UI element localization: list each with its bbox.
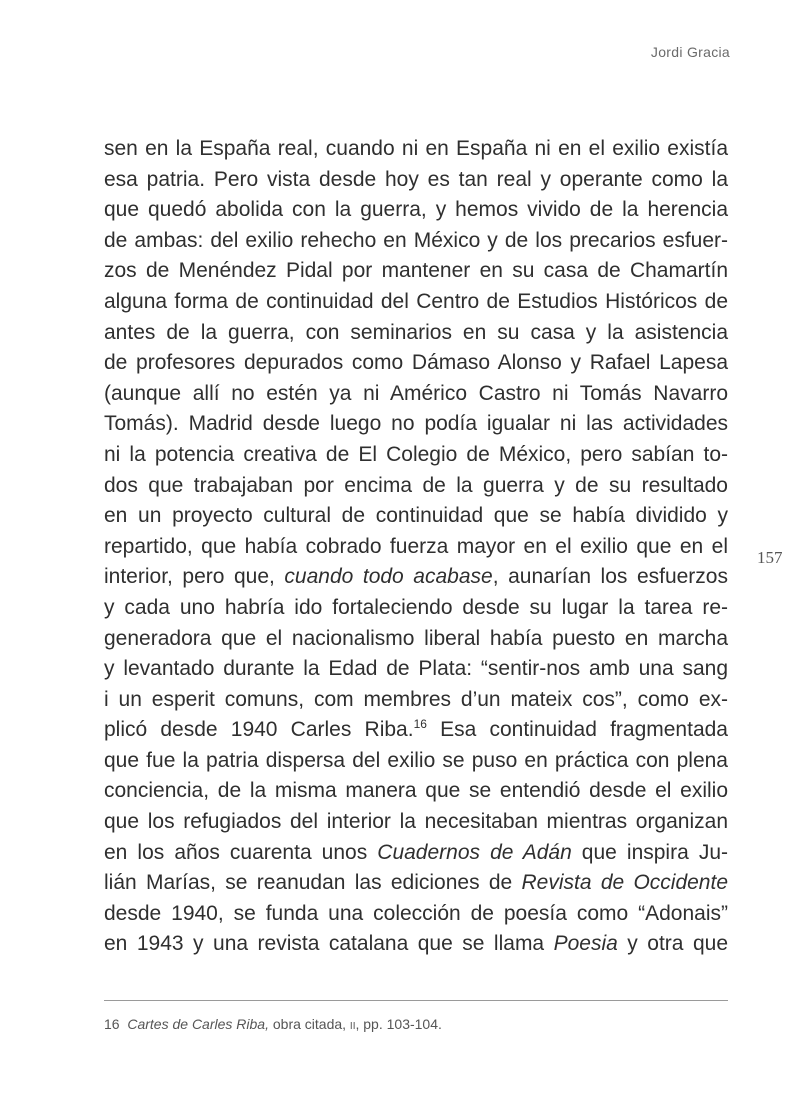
- text-line: antes de la guerra, con seminarios en su casa y la asistencia: [104, 320, 728, 344]
- text-line: sen en la España real, cuando ni en España ni en el exilio existía: [104, 137, 728, 160]
- text-line: [104, 929, 728, 960]
- text-line: ni la potencia creativa de El Colegio de México, pero sabían to-: [104, 442, 728, 466]
- footnote-text: , pp. 103-104.: [355, 1016, 442, 1032]
- text-line: repartido, que había cobrado fuerza mayor en el exilio que en el: [104, 534, 728, 558]
- text-line: y cada uno habría ido fortaleciendo desde su lugar la tarea re-: [104, 595, 728, 619]
- text-run: Esa continuidad fragmentada: [426, 718, 728, 742]
- italic-phrase: Cuadernos de Adán: [377, 840, 572, 864]
- text-line: conciencia, de la misma manera que se entendió desde el exilio: [104, 779, 728, 803]
- text-line: y levantado durante la Edad de Plata: “sentir-nos amb una sang: [104, 657, 728, 681]
- text-run: en 1943 y una revista catalana que se llama: [104, 932, 554, 956]
- text-line: [104, 562, 728, 593]
- running-head: Jordi Gracia: [650, 44, 730, 60]
- text-line: generadora que el nacionalismo liberal había puesto en marcha: [104, 626, 728, 650]
- text-line: de ambas: del exilio rehecho en México y de los precarios esfuer-: [104, 228, 728, 252]
- text-line: [104, 838, 728, 869]
- footnote-ref[interactable]: 16: [413, 717, 427, 732]
- footnote-title: Cartes de Carles Riba,: [127, 1016, 269, 1032]
- text-line: i un esperit comuns, com membres d’un mateix cos”, como ex-: [104, 687, 728, 711]
- italic-phrase: cuando todo acabase: [284, 565, 493, 589]
- text-line: zos de Menéndez Pidal por mantener en su casa de Chamartín: [104, 259, 728, 283]
- text-line: alguna forma de continuidad del Centro de Estudios Históricos de: [104, 289, 728, 313]
- text-line: que quedó abolida con la guerra, y hemos vivido de la herencia: [104, 198, 728, 222]
- text-line: en un proyecto cultural de continuidad que se había dividido y: [104, 504, 728, 528]
- italic-phrase: Revista de Occidente: [521, 871, 729, 895]
- italic-phrase: Poesia: [553, 932, 618, 956]
- page-number: 157: [757, 548, 783, 567]
- body-text: [104, 134, 728, 960]
- text-line: que fue la patria dispersa del exilio se puso en práctica con plena: [104, 748, 728, 772]
- footnote-number: 16: [104, 1016, 120, 1032]
- text-run: plicó desde 1940 Carles Riba.: [104, 718, 414, 742]
- text-line: [104, 868, 728, 899]
- text-run: y otra que: [617, 932, 728, 956]
- text-line: esa patria. Pero vista desde hoy es tan real y operante como la: [104, 167, 728, 191]
- footnote-volume: II: [349, 1021, 356, 1032]
- text-line: Tomás). Madrid desde luego no podía igualar ni las actividades: [104, 412, 728, 436]
- text-run: , aunarían los esfuerzos: [492, 565, 728, 589]
- text-line: dos que trabajaban por encima de la guerra y de su resultado: [104, 473, 728, 497]
- text-line: [104, 715, 728, 746]
- text-run: lián Marías, se reanudan las ediciones de: [104, 871, 522, 895]
- footnote: [104, 1016, 442, 1032]
- footnote-divider: [104, 1000, 728, 1001]
- text-run: en los años cuarenta unos: [104, 840, 378, 864]
- text-line: de profesores depurados como Dámaso Alonso y Rafael Lapesa: [104, 351, 728, 375]
- text-run: que inspira Ju-: [571, 840, 728, 864]
- footnote-text: obra citada,: [268, 1016, 350, 1032]
- text-line: que los refugiados del interior la necesitaban mientras organizan: [104, 810, 728, 834]
- text-run: interior, pero que,: [104, 565, 285, 589]
- text-line: desde 1940, se funda una colección de poesía como “Adonais”: [104, 901, 728, 925]
- text-line: (aunque allí no estén ya ni Américo Castro ni Tomás Navarro: [104, 381, 728, 405]
